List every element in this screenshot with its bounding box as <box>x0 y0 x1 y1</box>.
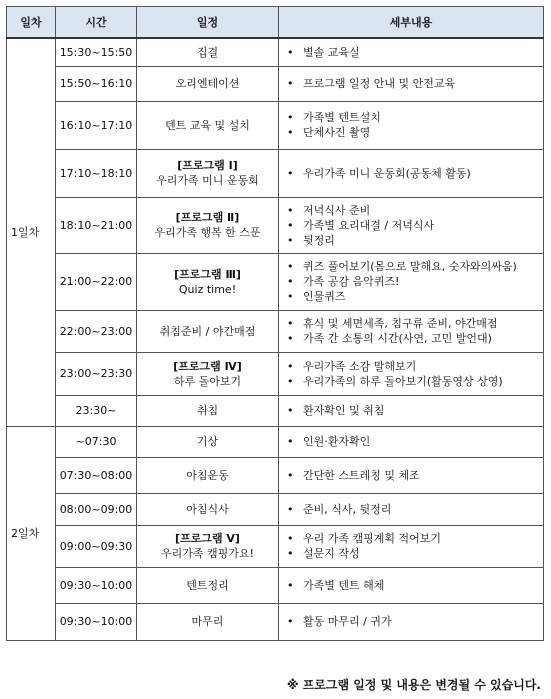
program-cell <box>137 426 279 457</box>
detail-item: • 준비, 식사, 뒷정리 <box>285 502 543 517</box>
program-cell <box>137 310 279 352</box>
schedule-row <box>7 101 544 149</box>
schedule-row <box>7 395 544 426</box>
detail-item: • 퀴즈 풀어보기(몸으로 말해요, 숫자와의싸움) <box>285 259 543 274</box>
details-cell <box>279 101 544 149</box>
details-cell <box>279 457 544 493</box>
program-cell <box>137 149 279 197</box>
details-list <box>285 316 543 346</box>
details-cell <box>279 352 544 395</box>
program-name: 오리엔테이션 <box>175 77 240 90</box>
program-name: 아침운동 <box>186 468 229 482</box>
time-cell: ~07:30 <box>56 426 137 457</box>
detail-item: • 가족별 텐트 해체 <box>285 578 543 593</box>
details-list <box>285 166 543 181</box>
details-cell <box>279 197 544 253</box>
details-list <box>285 203 543 248</box>
header-details: 세부내용 <box>279 7 544 39</box>
detail-item: • 활동 마무리 / 귀가 <box>285 614 543 629</box>
detail-item: • 우리 가족 캠핑계획 적어보기 <box>285 531 543 546</box>
schedule-row <box>7 66 544 101</box>
day-label: 2일차 <box>7 426 56 640</box>
details-cell <box>279 567 544 603</box>
time-cell: 15:50~16:10 <box>56 66 137 101</box>
schedule-body <box>7 38 544 640</box>
program-cell <box>137 66 279 101</box>
program-name: 집결 <box>196 45 219 59</box>
time-cell: 09:30~10:00 <box>56 567 137 603</box>
program-cell <box>137 395 279 426</box>
details-list <box>285 531 543 561</box>
details-list <box>285 259 543 304</box>
program-name: 우리가족 행복 한 스푼 <box>154 226 261 239</box>
schedule-row <box>7 493 544 525</box>
program-number-label: [프로그램 Ⅲ] <box>174 267 241 281</box>
time-cell: 21:00~22:00 <box>56 253 137 310</box>
detail-item: • 설문지 작성 <box>285 546 543 561</box>
program-name: 우리가족 미니 운동회 <box>156 174 259 187</box>
program-number-label: [프로그램 Ⅴ] <box>175 532 240 545</box>
details-list <box>285 403 543 418</box>
program-name: 취침준비 / 야간매점 <box>159 324 256 338</box>
header-time: 시간 <box>56 7 137 39</box>
day-label: 1일차 <box>7 38 56 426</box>
detail-item: • 가족별 텐트설치 <box>285 110 543 125</box>
time-cell: 09:30~10:00 <box>56 603 137 640</box>
time-cell: 18:10~21:00 <box>56 197 137 253</box>
schedule-row <box>7 603 544 640</box>
program-name: 아침식사 <box>186 502 229 516</box>
change-notice: ※ 프로그램 일정 및 내용은 변경될 수 있습니다. <box>286 678 541 692</box>
program-cell <box>137 567 279 603</box>
details-list <box>285 578 543 593</box>
program-name: Quiz time! <box>178 282 237 296</box>
schedule-table <box>6 6 544 641</box>
program-number-label: [프로그램 Ⅰ] <box>177 159 238 172</box>
details-cell <box>279 66 544 101</box>
time-cell: 23:30~ <box>56 395 137 426</box>
detail-item: • 우리가족의 하루 돌아보기(활동영상 상영) <box>285 374 543 389</box>
detail-item: • 우리가족 소감 말해보기 <box>285 359 543 374</box>
schedule-row <box>7 457 544 493</box>
header-row <box>7 7 544 39</box>
detail-item: • 단체사진 촬영 <box>285 125 543 140</box>
detail-item: • 저녁식사 준비 <box>285 203 543 218</box>
detail-item: • 뒷정리 <box>285 233 543 248</box>
program-name: 우리가족 캠핑가요! <box>161 547 254 560</box>
time-cell: 22:00~23:00 <box>56 310 137 352</box>
details-cell <box>279 525 544 567</box>
program-cell <box>137 457 279 493</box>
detail-item: • 인원·환자확인 <box>285 434 543 449</box>
program-cell <box>137 603 279 640</box>
program-cell <box>137 101 279 149</box>
detail-item: • 가족별 요리대결 / 저녁식사 <box>285 218 543 233</box>
time-cell: 08:00~09:00 <box>56 493 137 525</box>
details-cell <box>279 395 544 426</box>
program-number-label: [프로그램 Ⅱ] <box>175 211 240 224</box>
details-cell <box>279 426 544 457</box>
details-cell <box>279 253 544 310</box>
schedule-row <box>7 149 544 197</box>
details-list <box>285 45 543 60</box>
detail-item: • 간단한 스트레칭 및 체조 <box>285 468 543 483</box>
program-name: 하루 돌아보기 <box>173 374 242 388</box>
details-list <box>285 110 543 140</box>
time-cell: 16:10~17:10 <box>56 101 137 149</box>
detail-item: • 환자확인 및 취침 <box>285 403 543 418</box>
detail-item: • 인물퀴즈 <box>285 289 543 304</box>
details-list <box>285 614 543 629</box>
schedule-row <box>7 310 544 352</box>
time-cell: 07:30~08:00 <box>56 457 137 493</box>
time-cell: 23:00~23:30 <box>56 352 137 395</box>
details-list <box>285 76 543 91</box>
detail-item: • 별솔 교육실 <box>285 45 543 60</box>
detail-item: • 가족 공감 음악퀴즈! <box>285 274 543 289</box>
time-cell: 09:00~09:30 <box>56 525 137 567</box>
program-cell <box>137 525 279 567</box>
details-list <box>285 502 543 517</box>
details-list <box>285 359 543 389</box>
header-program: 일정 <box>137 7 279 39</box>
schedule-row <box>7 525 544 567</box>
details-list <box>285 434 543 449</box>
schedule-row <box>7 352 544 395</box>
program-name: 마무리 <box>191 615 224 628</box>
schedule-row <box>7 38 544 66</box>
program-cell <box>137 493 279 525</box>
detail-item: • 프로그램 일정 안내 및 안전교육 <box>285 76 543 91</box>
detail-item: • 우리가족 미니 운동회(공동체 활동) <box>285 166 543 181</box>
details-cell <box>279 493 544 525</box>
program-cell <box>137 38 279 66</box>
program-cell <box>137 253 279 310</box>
program-name: 텐트 교육 및 설치 <box>165 118 250 132</box>
details-list <box>285 468 543 483</box>
program-number-label: [프로그램 Ⅳ] <box>173 359 242 373</box>
schedule-row <box>7 197 544 253</box>
program-name: 취침 <box>196 404 219 417</box>
program-name: 기상 <box>196 435 219 448</box>
schedule-row <box>7 426 544 457</box>
program-name: 텐트정리 <box>186 578 229 592</box>
program-cell <box>137 352 279 395</box>
details-cell <box>279 310 544 352</box>
details-cell <box>279 38 544 66</box>
detail-item: • 가족 간 소통의 시간(사연, 고민 발언대) <box>285 331 543 346</box>
time-cell: 15:30~15:50 <box>56 38 137 66</box>
details-cell <box>279 603 544 640</box>
header-day: 일차 <box>7 7 56 39</box>
schedule-row <box>7 567 544 603</box>
detail-item: • 휴식 및 세면세족, 침구류 준비, 야간매점 <box>285 316 543 331</box>
details-cell <box>279 149 544 197</box>
schedule-row <box>7 253 544 310</box>
time-cell: 17:10~18:10 <box>56 149 137 197</box>
program-cell <box>137 197 279 253</box>
